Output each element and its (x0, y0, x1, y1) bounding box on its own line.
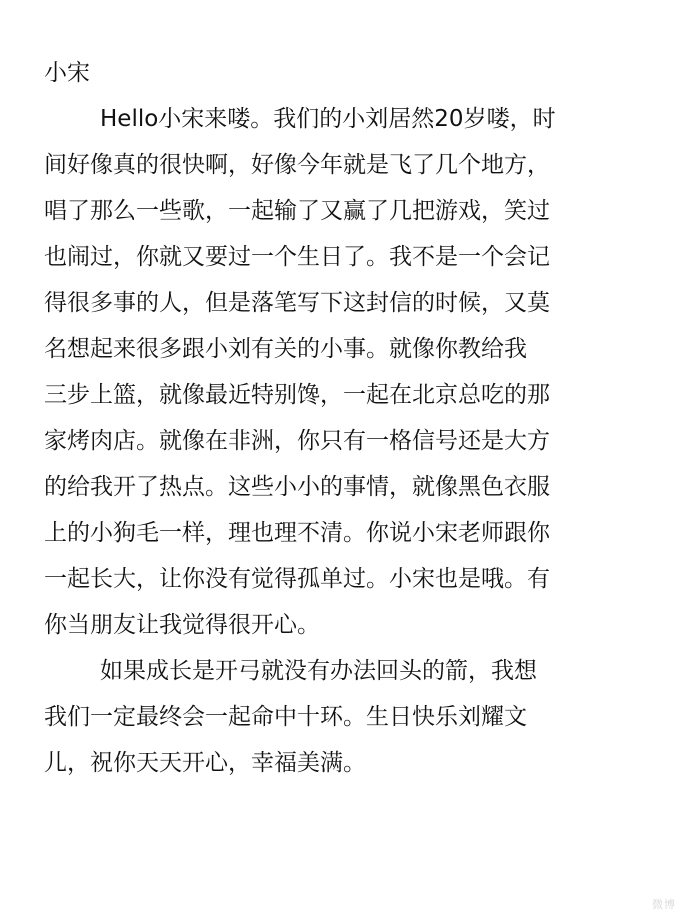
paragraph-line: 家烤肉店。就像在非洲，你只有一格信号还是大方 (44, 428, 550, 454)
paragraph-line: 如果成长是开弓就没有办法回头的箭，我想 (100, 658, 537, 684)
paragraph-2 (44, 648, 654, 786)
paragraph-line: 我们一定最终会一起命中十环。生日快乐刘耀文 (44, 704, 527, 730)
paragraph-line: 也闹过，你就又要过一个生日了。我不是一个会记 (44, 244, 550, 270)
paragraph-line: 的给我开了热点。这些小小的事情，就像黑色衣服 (44, 474, 550, 500)
salutation: 小宋 (44, 60, 90, 86)
paragraph-line: 儿，祝你天天开心，幸福美满。 (44, 750, 366, 776)
paragraph-line: 得很多事的人，但是落笔写下这封信的时候，又莫 (44, 290, 550, 316)
paragraph-line: 你当朋友让我觉得很开心。 (44, 612, 320, 638)
paragraph-1 (44, 96, 654, 648)
paragraph-line: 间好像真的很快啊，好像今年就是飞了几个地方， (44, 152, 550, 178)
paragraph-line: 三步上篮，就像最近特别馋，一起在北京总吃的那 (44, 382, 550, 408)
watermark: 微博 (652, 898, 676, 911)
letter-body (44, 50, 654, 786)
paragraph-line: 上的小狗毛一样，理也理不清。你说小宋老师跟你 (44, 520, 550, 546)
paragraph-line: 一起长大，让你没有觉得孤单过。小宋也是哦。有 (44, 566, 550, 592)
paragraph-line: 唱了那么一些歌，一起输了又赢了几把游戏，笑过 (44, 198, 550, 224)
paragraph-line: 名想起来很多跟小刘有关的小事。就像你教给我 (44, 336, 527, 362)
paragraph-line: Hello小宋来喽。我们的小刘居然20岁喽，时 (100, 106, 556, 132)
